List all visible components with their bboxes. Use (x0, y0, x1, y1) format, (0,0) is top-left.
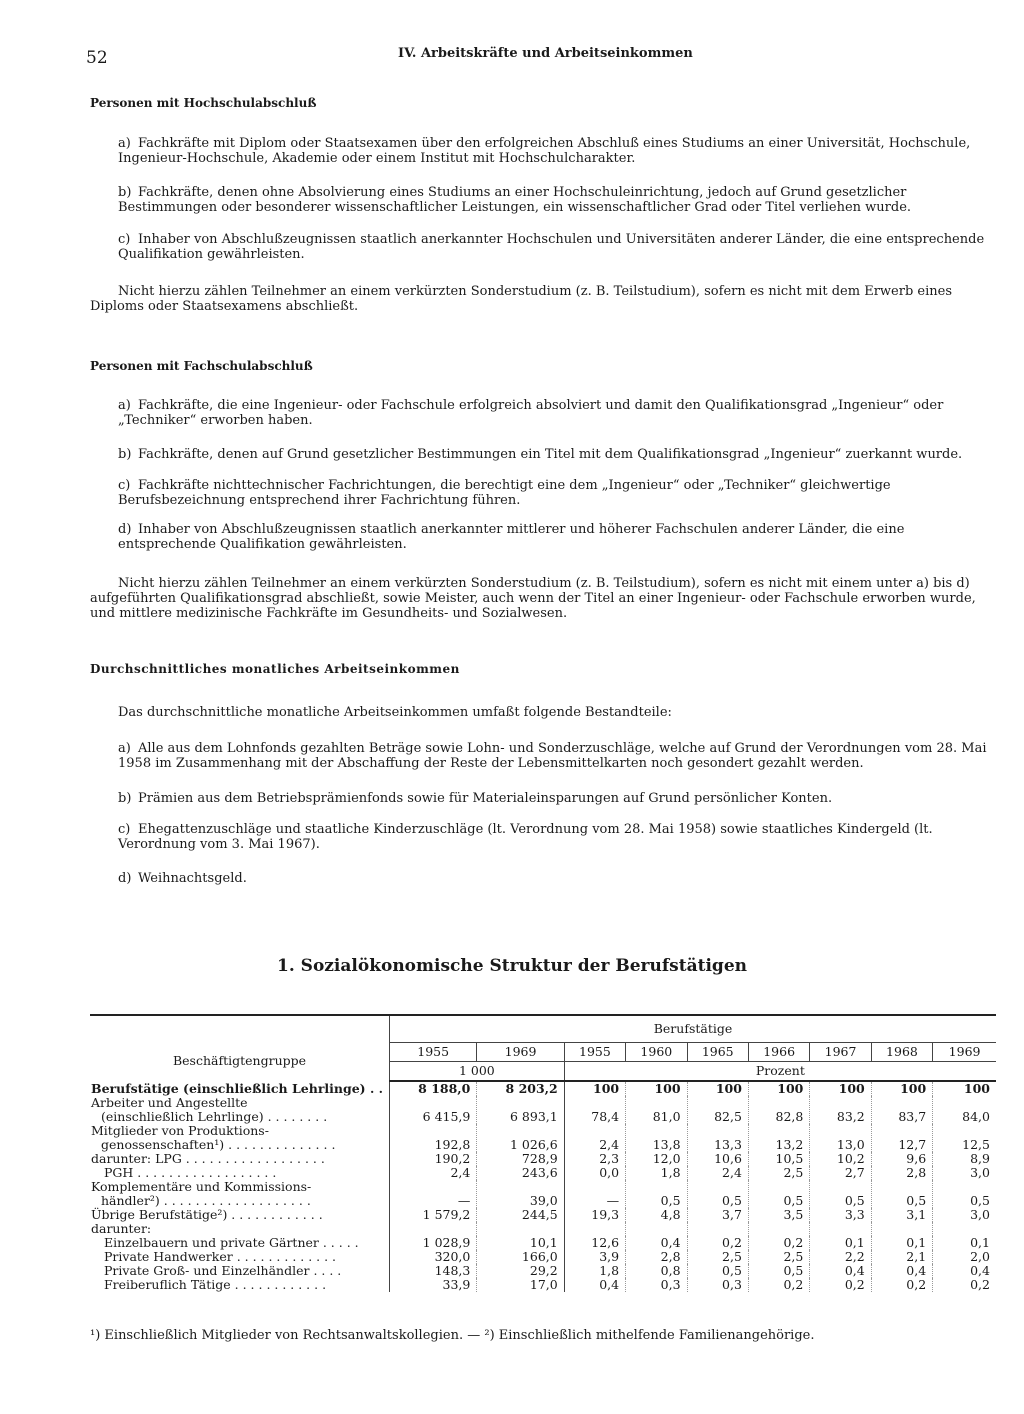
table-cell: 12,7 (871, 1124, 932, 1152)
table-row (90, 1222, 996, 1236)
table-cell: 100 (810, 1081, 871, 1096)
table-cell: 192,8 (390, 1124, 477, 1152)
table-cell: 1,8 (564, 1264, 625, 1278)
year-header: 1965 (687, 1043, 748, 1062)
table-cell (390, 1222, 477, 1236)
row-label-line: darunter: LPG . . . . . . . . . . . . . . . . . . (91, 1151, 325, 1166)
table-cell: 100 (564, 1081, 625, 1096)
year-header: 1955 (564, 1043, 625, 1062)
table-cell: 84,0 (933, 1096, 996, 1124)
table-cell (477, 1222, 564, 1236)
section-heading-arbeitseinkommen: Durchschnittliches monatliches Arbeitseinkommen (90, 662, 460, 676)
year-header: 1969 (933, 1043, 996, 1062)
definition-item: c) Fachkräfte nichttechnischer Fachrichtungen, die berechtigt eine dem „Ingenieur“ oder „Techniker“ gleichwertige Berufsbezeichnung entsprechend ihrer Fachrichtung führen. (118, 478, 891, 508)
table-row (90, 1250, 996, 1264)
table-cell: 13,3 (687, 1124, 748, 1152)
table-cell: 2,4 (390, 1166, 477, 1180)
running-header: IV. Arbeitskräfte und Arbeitseinkommen (398, 46, 693, 61)
structure-table (90, 1014, 996, 1292)
table-cell: 3,0 (933, 1208, 996, 1222)
table-cell (748, 1222, 809, 1236)
row-label (90, 1124, 390, 1152)
definition-item: c) Ehegattenzuschläge und staatliche Kinderzuschläge (lt. Verordnung vom 28. Mai 1958) sowie staatliches Kindergeld (lt. Verordnung vom 3. Mai 1967). (118, 822, 933, 852)
row-label (90, 1250, 390, 1264)
table-cell: 8 203,2 (477, 1081, 564, 1096)
table-cell: 10,5 (748, 1152, 809, 1166)
table-cell: 2,5 (687, 1250, 748, 1264)
table-cell: 1,8 (626, 1166, 687, 1180)
table-row (90, 1096, 996, 1124)
exclusion-note: Nicht hierzu zählen Teilnehmer an einem verkürzten Sonderstudium (z. B. Teilstudium), sofern es nicht mit dem Erwerb eines Diploms oder Staatsexamens abschließt. (90, 284, 952, 314)
table-cell: 3,3 (810, 1208, 871, 1222)
definition-item: a) Fachkräfte mit Diplom oder Staatsexamen über den erfolgreichen Abschluß eines Studiums an einer Universität, Hochschule, Ingenieur-Hochschule, Akademie oder einem Institut mit Hochschulcharakter. (118, 136, 971, 166)
table-cell: 10,6 (687, 1152, 748, 1166)
table-cell: 0,4 (810, 1264, 871, 1278)
table-cell: 13,0 (810, 1124, 871, 1152)
row-label-line: darunter: (91, 1221, 152, 1236)
definition-item: c) Inhaber von Abschlußzeugnissen staatlich anerkannter Hochschulen und Universitäten anderer Länder, die eine entsprechende Qualifikation gewährleisten. (118, 232, 985, 262)
definition-item: b) Prämien aus dem Betriebsprämienfonds sowie für Materialeinsparungen auf Grund persönlicher Konten. (118, 791, 833, 806)
table-row (90, 1081, 996, 1096)
year-header: 1955 (390, 1043, 477, 1062)
table-cell: 0,5 (626, 1180, 687, 1208)
definition-item: b) Fachkräfte, denen auf Grund gesetzlicher Bestimmungen ein Titel mit dem Qualifikationsgrad „Ingenieur“ zuerkannt wurde. (118, 447, 963, 462)
row-label-line: Komplementäre und Kommissions- (91, 1179, 312, 1194)
table-cell: 0,4 (871, 1264, 932, 1278)
table-cell: 0,5 (871, 1180, 932, 1208)
table-row (90, 1264, 996, 1278)
row-label (90, 1081, 390, 1096)
table-cell: 2,2 (810, 1250, 871, 1264)
row-label (90, 1264, 390, 1278)
table-cell: 33,9 (390, 1278, 477, 1292)
unit-header: Prozent (564, 1062, 996, 1082)
row-label (90, 1208, 390, 1222)
table-cell: 1 579,2 (390, 1208, 477, 1222)
table-cell (687, 1222, 748, 1236)
table-cell: 3,9 (564, 1250, 625, 1264)
table-cell: 0,2 (871, 1278, 932, 1292)
table-row (90, 1236, 996, 1250)
year-header: 1968 (871, 1043, 932, 1062)
table-cell: 13,2 (748, 1124, 809, 1152)
table-cell: 12,5 (933, 1124, 996, 1152)
row-label-line: Private Groß- und Einzelhändler . . . . (104, 1263, 342, 1278)
table-cell: 2,5 (748, 1250, 809, 1264)
table-cell: 17,0 (477, 1278, 564, 1292)
table-cell: 3,5 (748, 1208, 809, 1222)
row-header: Beschäftigtengruppe (90, 1015, 390, 1081)
table-cell: 1 026,6 (477, 1124, 564, 1152)
table-cell: 3,1 (871, 1208, 932, 1222)
table-cell: 6 415,9 (390, 1096, 477, 1124)
table-cell: 2,0 (933, 1250, 996, 1264)
table-cell: 8 188,0 (390, 1081, 477, 1096)
table-cell: 3,0 (933, 1166, 996, 1180)
table-cell: 100 (933, 1081, 996, 1096)
table-row (90, 1166, 996, 1180)
table-cell: 83,7 (871, 1096, 932, 1124)
year-header: 1960 (626, 1043, 687, 1062)
unit-header: 1 000 (390, 1062, 565, 1082)
row-label-line: händler²) . . . . . . . . . . . . . . . . . . . (101, 1193, 311, 1208)
row-label-line: Private Handwerker . . . . . . . . . . . . . (104, 1249, 337, 1264)
table-cell: 100 (626, 1081, 687, 1096)
table-row (90, 1124, 996, 1152)
table-cell: 3,7 (687, 1208, 748, 1222)
table-cell: 2,1 (871, 1250, 932, 1264)
table-cell: — (564, 1180, 625, 1208)
table-cell: 8,9 (933, 1152, 996, 1166)
table-cell: 0,2 (748, 1278, 809, 1292)
table-cell (933, 1222, 996, 1236)
table-cell: 12,0 (626, 1152, 687, 1166)
table-cell: 0,4 (626, 1236, 687, 1250)
year-header: 1966 (748, 1043, 809, 1062)
table-cell: — (390, 1180, 477, 1208)
table-cell: 0,2 (933, 1278, 996, 1292)
row-label-line: (einschließlich Lehrlinge) . . . . . . . . (101, 1109, 328, 1124)
table-cell: 4,8 (626, 1208, 687, 1222)
group-header: Berufstätige (390, 1015, 997, 1043)
table-cell: 82,8 (748, 1096, 809, 1124)
table-cell: 0,4 (564, 1278, 625, 1292)
section-heading-hochschul: Personen mit Hochschulabschluß (90, 96, 317, 110)
table-cell: 166,0 (477, 1250, 564, 1264)
section-intro: Das durchschnittliche monatliche Arbeitseinkommen umfaßt folgende Bestandteile: (118, 705, 672, 720)
table-cell: 1 028,9 (390, 1236, 477, 1250)
table-title: 1. Sozialökonomische Struktur der Berufstätigen (277, 956, 747, 976)
row-label-line: PGH . . . . . . . . . . . . . . . . . . (104, 1165, 277, 1180)
row-label (90, 1166, 390, 1180)
table-cell: 0,4 (933, 1264, 996, 1278)
exclusion-note: Nicht hierzu zählen Teilnehmer an einem verkürzten Sonderstudium (z. B. Teilstudium), sofern es nicht mit einem unter a) bis d) aufgeführten Qualifikationsgrad abschließt, sowie Meister, auch wenn der Titel an einer Ingenieur- oder Fachschule erworben wurde, und mittlere medizinische Fachkräfte im Gesundheits- und Sozialwesen. (90, 576, 976, 621)
table-cell: 728,9 (477, 1152, 564, 1166)
table-cell: 100 (748, 1081, 809, 1096)
table-cell: 0,2 (810, 1278, 871, 1292)
table-cell: 2,8 (871, 1166, 932, 1180)
row-label (90, 1236, 390, 1250)
table-cell (871, 1222, 932, 1236)
row-label-line: Übrige Berufstätige²) . . . . . . . . . . . . (91, 1207, 323, 1222)
table-row (90, 1152, 996, 1166)
table-cell (810, 1222, 871, 1236)
row-label (90, 1222, 390, 1236)
table-cell: 0,3 (626, 1278, 687, 1292)
table-cell: 0,5 (687, 1264, 748, 1278)
table-cell: 2,7 (810, 1166, 871, 1180)
table-cell: 78,4 (564, 1096, 625, 1124)
table-cell: 148,3 (390, 1264, 477, 1278)
table-cell: 39,0 (477, 1180, 564, 1208)
row-label-line: genossenschaften¹) . . . . . . . . . . . . . . (101, 1137, 336, 1152)
table-cell: 0,5 (933, 1180, 996, 1208)
table-cell (626, 1222, 687, 1236)
table-cell: 12,6 (564, 1236, 625, 1250)
row-label (90, 1096, 390, 1124)
table-cell: 81,0 (626, 1096, 687, 1124)
table-cell: 10,2 (810, 1152, 871, 1166)
table-cell: 0,3 (687, 1278, 748, 1292)
table-cell: 10,1 (477, 1236, 564, 1250)
row-label (90, 1278, 390, 1292)
year-header: 1967 (810, 1043, 871, 1062)
table-cell: 0,5 (748, 1180, 809, 1208)
table-cell: 0,5 (748, 1264, 809, 1278)
table-cell: 83,2 (810, 1096, 871, 1124)
table-cell: 0,2 (748, 1236, 809, 1250)
year-header: 1969 (477, 1043, 564, 1062)
table-row (90, 1180, 996, 1208)
table-cell (564, 1222, 625, 1236)
table-row (90, 1208, 996, 1222)
definition-item: d) Weihnachtsgeld. (118, 871, 247, 886)
row-label-line: Arbeiter und Angestellte (91, 1095, 248, 1110)
table-cell: 6 893,1 (477, 1096, 564, 1124)
table-cell: 100 (871, 1081, 932, 1096)
section-heading-fachschul: Personen mit Fachschulabschluß (90, 359, 313, 373)
table-cell: 0,5 (810, 1180, 871, 1208)
table-cell: 82,5 (687, 1096, 748, 1124)
table-cell: 0,8 (626, 1264, 687, 1278)
table-cell: 320,0 (390, 1250, 477, 1264)
table-row (90, 1278, 996, 1292)
row-label-line: Einzelbauern und private Gärtner . . . . . (104, 1235, 359, 1250)
row-label-line: Mitglieder von Produktions- (91, 1123, 269, 1138)
table-cell: 0,1 (933, 1236, 996, 1250)
row-label (90, 1180, 390, 1208)
table-cell: 100 (687, 1081, 748, 1096)
table-cell: 0,5 (687, 1180, 748, 1208)
table-cell: 13,8 (626, 1124, 687, 1152)
row-label (90, 1152, 390, 1166)
definition-item: b) Fachkräfte, denen ohne Absolvierung eines Studiums an einer Hochschuleinrichtung, jedoch auf Grund gesetzlicher Bestimmungen oder besonderer wissenschaftlicher Leistungen, ein wissenschaftlicher Grad oder Titel verliehen wurde. (118, 185, 912, 215)
table-cell: 244,5 (477, 1208, 564, 1222)
table-cell: 29,2 (477, 1264, 564, 1278)
table-cell: 9,6 (871, 1152, 932, 1166)
row-label-line: Freiberuflich Tätige . . . . . . . . . . . . (104, 1277, 327, 1292)
table-cell: 2,8 (626, 1250, 687, 1264)
row-label-line: Berufstätige (einschließlich Lehrlinge) . . (91, 1080, 383, 1096)
table-cell: 2,4 (564, 1124, 625, 1152)
table-cell: 2,3 (564, 1152, 625, 1166)
definition-item: d) Inhaber von Abschlußzeugnissen staatlich anerkannter mittlerer und höherer Fachschulen anderer Länder, die eine entsprechende Qualifikation gewährleisten. (118, 522, 905, 552)
table-cell: 0,1 (810, 1236, 871, 1250)
table-cell: 0,1 (871, 1236, 932, 1250)
table-cell: 190,2 (390, 1152, 477, 1166)
table-cell: 243,6 (477, 1166, 564, 1180)
definition-item: a) Alle aus dem Lohnfonds gezahlten Beträge sowie Lohn- und Sonderzuschläge, welche auf Grund der Verordnungen vom 28. Mai 1958 im Zusammenhang mit der Abschaffung der Reste der Lebensmittelkarten noch gesondert gezahlt werden. (118, 741, 987, 771)
footnote: ¹) Einschließlich Mitglieder von Rechtsanwaltskollegien. — ²) Einschließlich mithelfende Familienangehörige. (90, 1328, 815, 1343)
page-number: 52 (86, 48, 108, 68)
table-cell: 19,3 (564, 1208, 625, 1222)
table-cell: 2,5 (748, 1166, 809, 1180)
definition-item: a) Fachkräfte, die eine Ingenieur- oder Fachschule erfolgreich absolviert und damit den Qualifikationsgrad „Ingenieur“ oder „Techniker“ erworben haben. (118, 398, 944, 428)
table-cell: 2,4 (687, 1166, 748, 1180)
table-cell: 0,2 (687, 1236, 748, 1250)
table-cell: 0,0 (564, 1166, 625, 1180)
